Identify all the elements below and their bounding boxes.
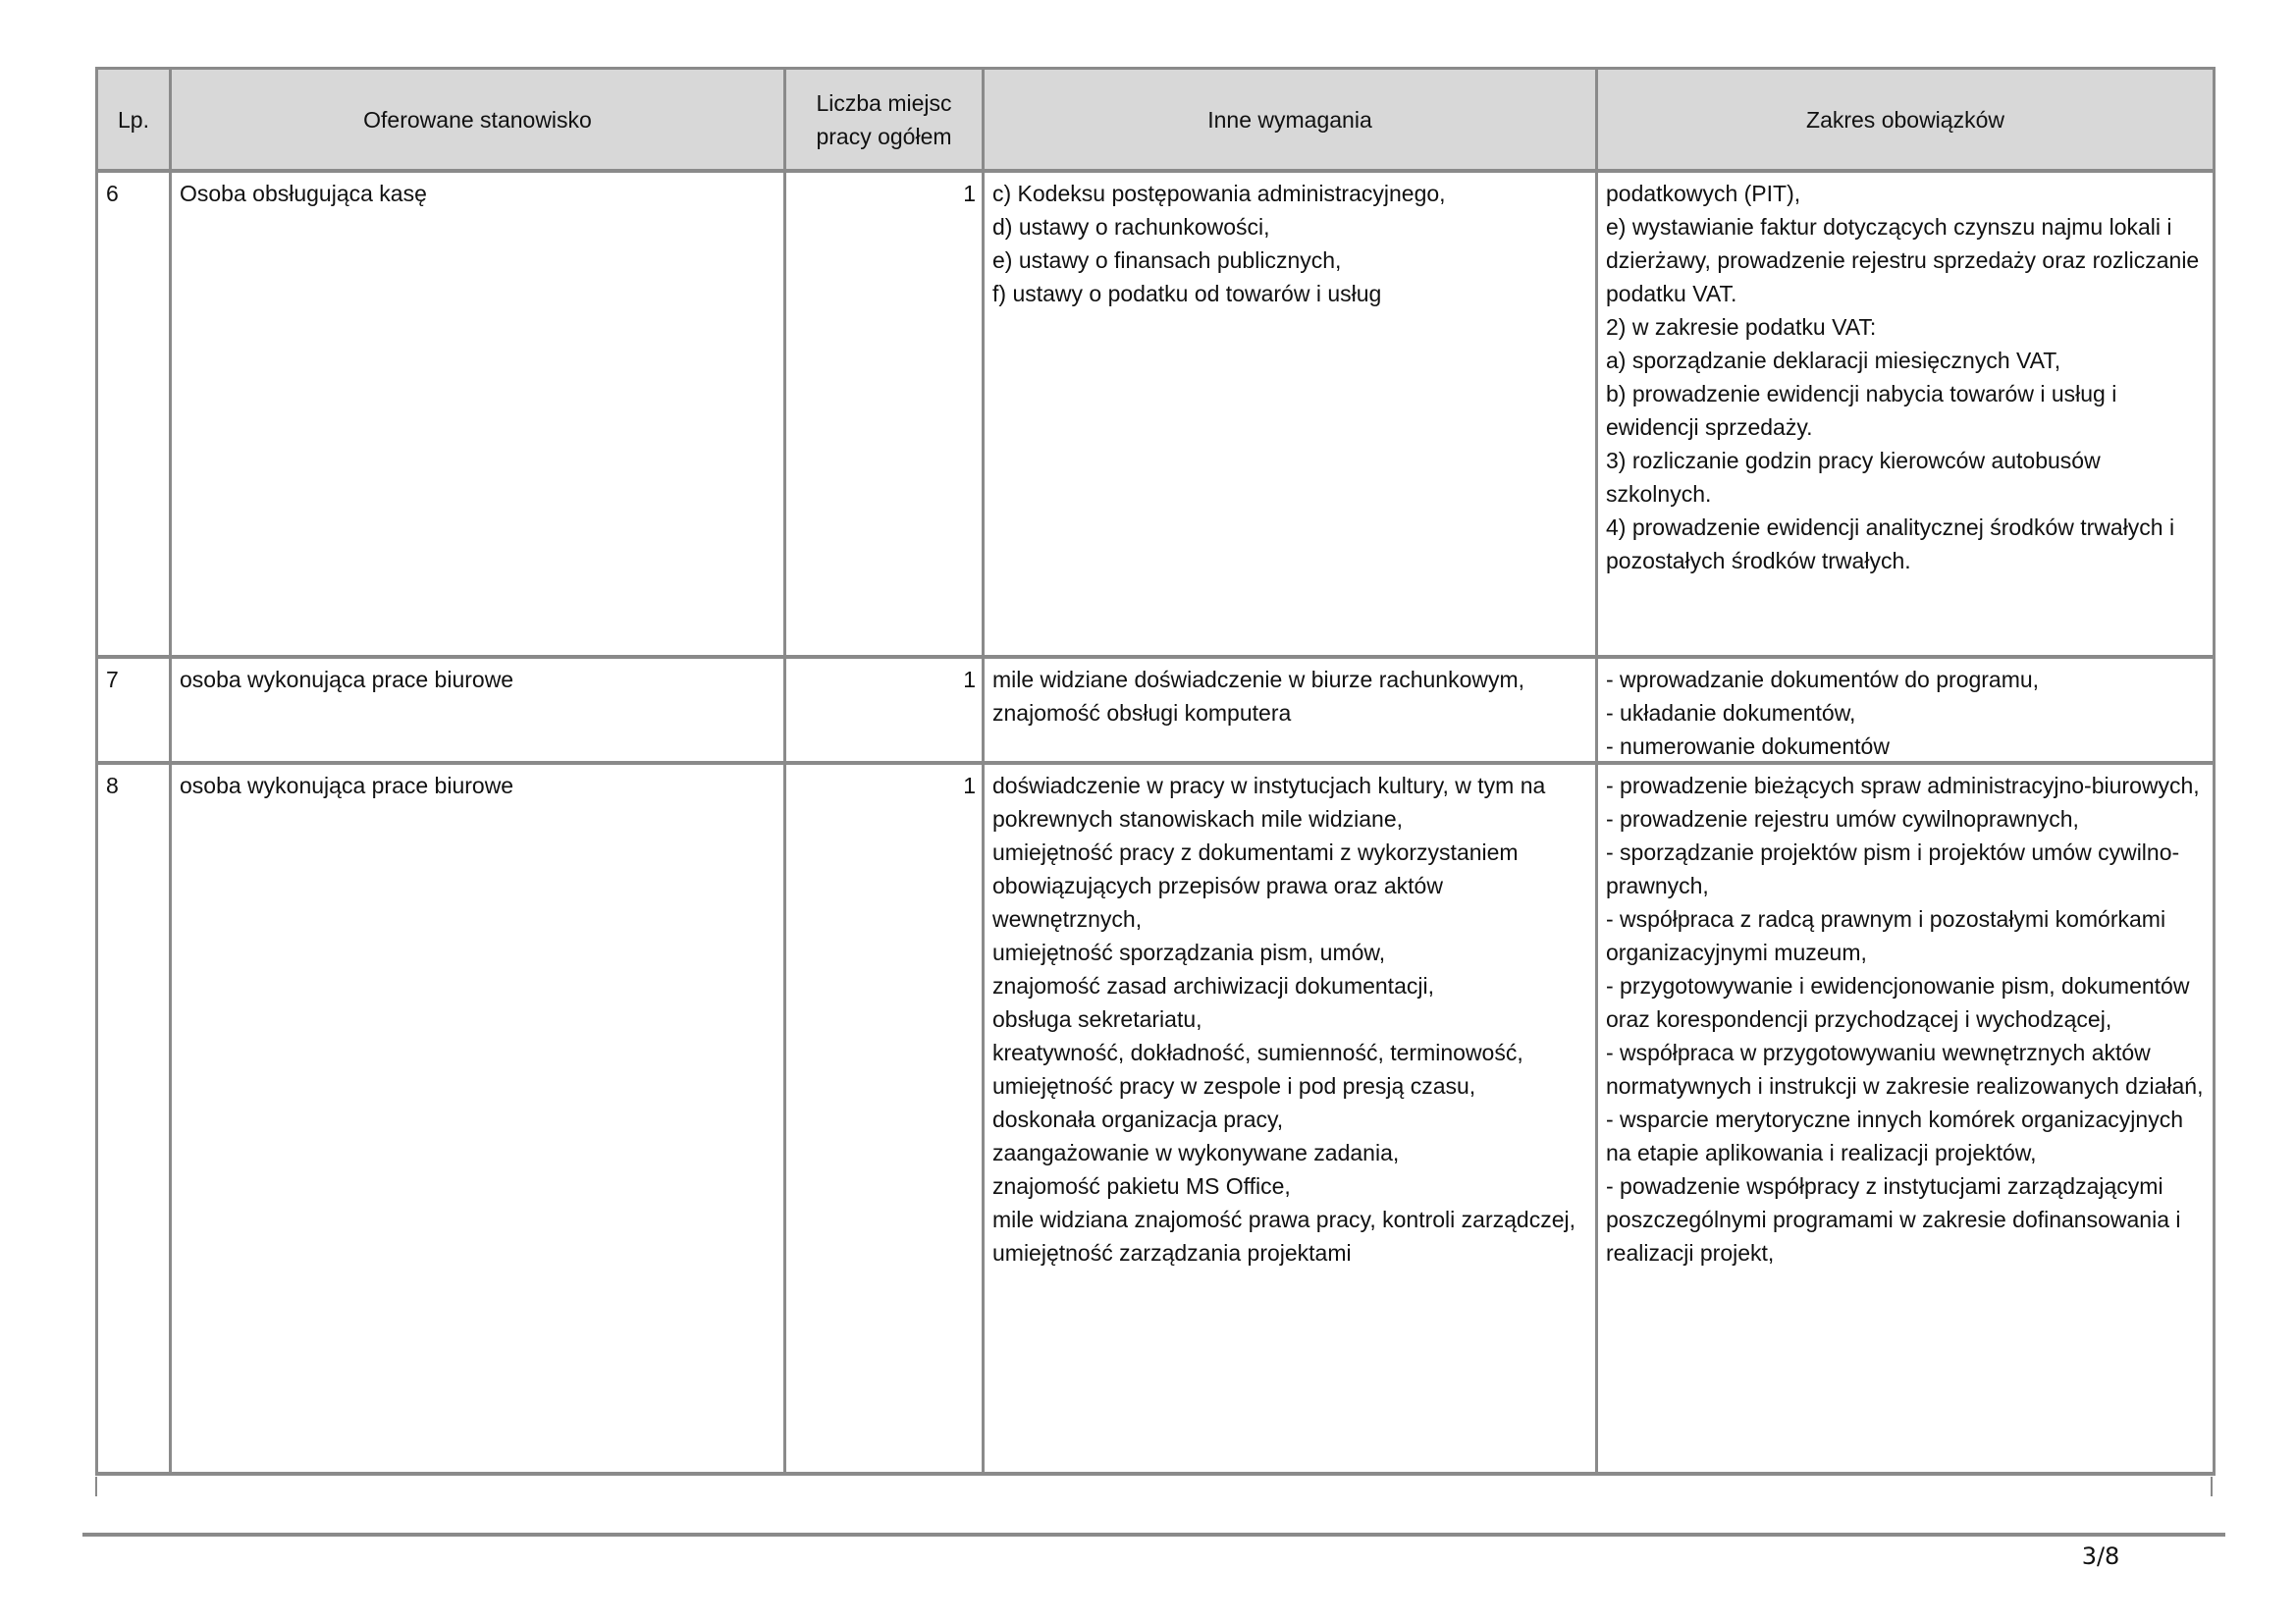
cell-duties — [1597, 657, 2215, 763]
job-offers-table — [95, 67, 2216, 1476]
table-row — [97, 657, 2215, 763]
table-row — [97, 171, 2215, 657]
cell-count — [785, 657, 984, 763]
row-number: 8 — [106, 773, 119, 798]
cell-position — [171, 763, 785, 1474]
table-row — [97, 763, 2215, 1474]
cell-requirements — [984, 763, 1597, 1474]
header-lp-label: Lp. — [118, 106, 149, 133]
requirements-text: mile widziane doświadczenie w biurze rachunkowym, znajomość obsługi komputera — [992, 667, 1525, 726]
duties-text: podatkowych (PIT), e) wystawianie faktur dotyczących czynszu najmu lokali i dzierżawy, prowadzenie rejestru sprzedaży oraz rozliczanie podatku VAT. 2) w zakresie podatku VAT: a) sporządzanie deklaracji miesięcznych VAT, b) prowadzenie ewidencji nabycia towarów i usług i ewidencji sprzedaży. 3) rozliczanie godzin pracy kierowców autobusów szkolnych. 4) prowadzenie ewidencji analitycznej środków trwałych i pozostałych środków trwałych. — [1606, 181, 2200, 573]
cell-duties — [1597, 763, 2215, 1474]
vacancy-count: 1 — [963, 667, 976, 692]
header-requirements — [984, 69, 1597, 172]
position-name: osoba wykonująca prace biurowe — [180, 667, 514, 692]
row-number: 7 — [106, 667, 119, 692]
table-header — [97, 69, 2215, 172]
header-count-label: Liczba miejsc pracy ogółem — [816, 89, 952, 149]
cell-position — [171, 171, 785, 657]
position-name: osoba wykonująca prace biurowe — [180, 773, 514, 798]
cell-position — [171, 657, 785, 763]
duties-text: - prowadzenie bieżących spraw administracyjno-biurowych, - prowadzenie rejestru umów cywilnoprawnych, - sporządzanie projektów pism i projektów umów cywilno-prawnych, - współpraca z radcą prawnym i pozostałymi komórkami organizacyjnymi muzeum, - przygotowywanie i ewidencjonowanie pism, dokumentów oraz korespondencji przychodzącej i wychodzącej, - współpraca w przygotowywaniu wewnętrznych aktów normatywnych i instrukcji w zakresie realizowanych działań, - wsparcie merytoryczne innych komórek organizacyjnych na etapie aplikowania i realizacji projektów, - powadzenie współpracy z instytucjami zarządzającymi poszczególnymi programami w zakresie dofinansowania i realizacji projekt, — [1606, 773, 2204, 1266]
header-position — [171, 69, 785, 172]
requirements-text: c) Kodeksu postępowania administracyjnego, d) ustawy o rachunkowości, e) ustawy o finansach publicznych, f) ustawy o podatku od towarów i usług — [992, 181, 1446, 306]
duties-text: - wprowadzanie dokumentów do programu, - układanie dokumentów, - numerowanie dokumentów — [1606, 667, 2040, 759]
row-number: 6 — [106, 181, 119, 206]
cell-lp — [97, 657, 171, 763]
cell-requirements — [984, 657, 1597, 763]
vacancy-count: 1 — [963, 773, 976, 798]
cell-lp — [97, 171, 171, 657]
table-continuation — [95, 1477, 2213, 1496]
cell-lp — [97, 763, 171, 1474]
page-number: 3/8 — [2081, 1542, 2120, 1570]
requirements-text: doświadczenie w pracy w instytucjach kultury, w tym na pokrewnych stanowiskach mile widziane, umiejętność pracy z dokumentami z wykorzystaniem obowiązujących przepisów prawa oraz aktów wewnętrznych, umiejętność sporządzania pism, umów, znajomość zasad archiwizacji dokumentacji, obsługa sekretariatu, kreatywność, dokładność, sumienność, terminowość, umiejętność pracy w zespole i pod presją czasu, doskonała organizacja pracy, zaangażowanie w wykonywane zadania, znajomość pakietu MS Office, mile widziana znajomość prawa pracy, kontroli zarządczej, umiejętność zarządzania projektami — [992, 773, 1575, 1266]
vacancy-count: 1 — [963, 181, 976, 206]
footer-divider — [82, 1533, 2225, 1537]
cell-requirements — [984, 171, 1597, 657]
position-name: Osoba obsługująca kasę — [180, 181, 427, 206]
header-position-label: Oferowane stanowisko — [363, 106, 592, 133]
table-body — [97, 171, 2215, 1474]
header-row — [97, 69, 2215, 172]
cell-duties — [1597, 171, 2215, 657]
cell-count — [785, 763, 984, 1474]
header-requirements-label: Inne wymagania — [1207, 106, 1372, 133]
header-lp — [97, 69, 171, 172]
header-duties — [1597, 69, 2215, 172]
header-duties-label: Zakres obowiązków — [1806, 106, 2004, 133]
header-count — [785, 69, 984, 172]
cell-count — [785, 171, 984, 657]
